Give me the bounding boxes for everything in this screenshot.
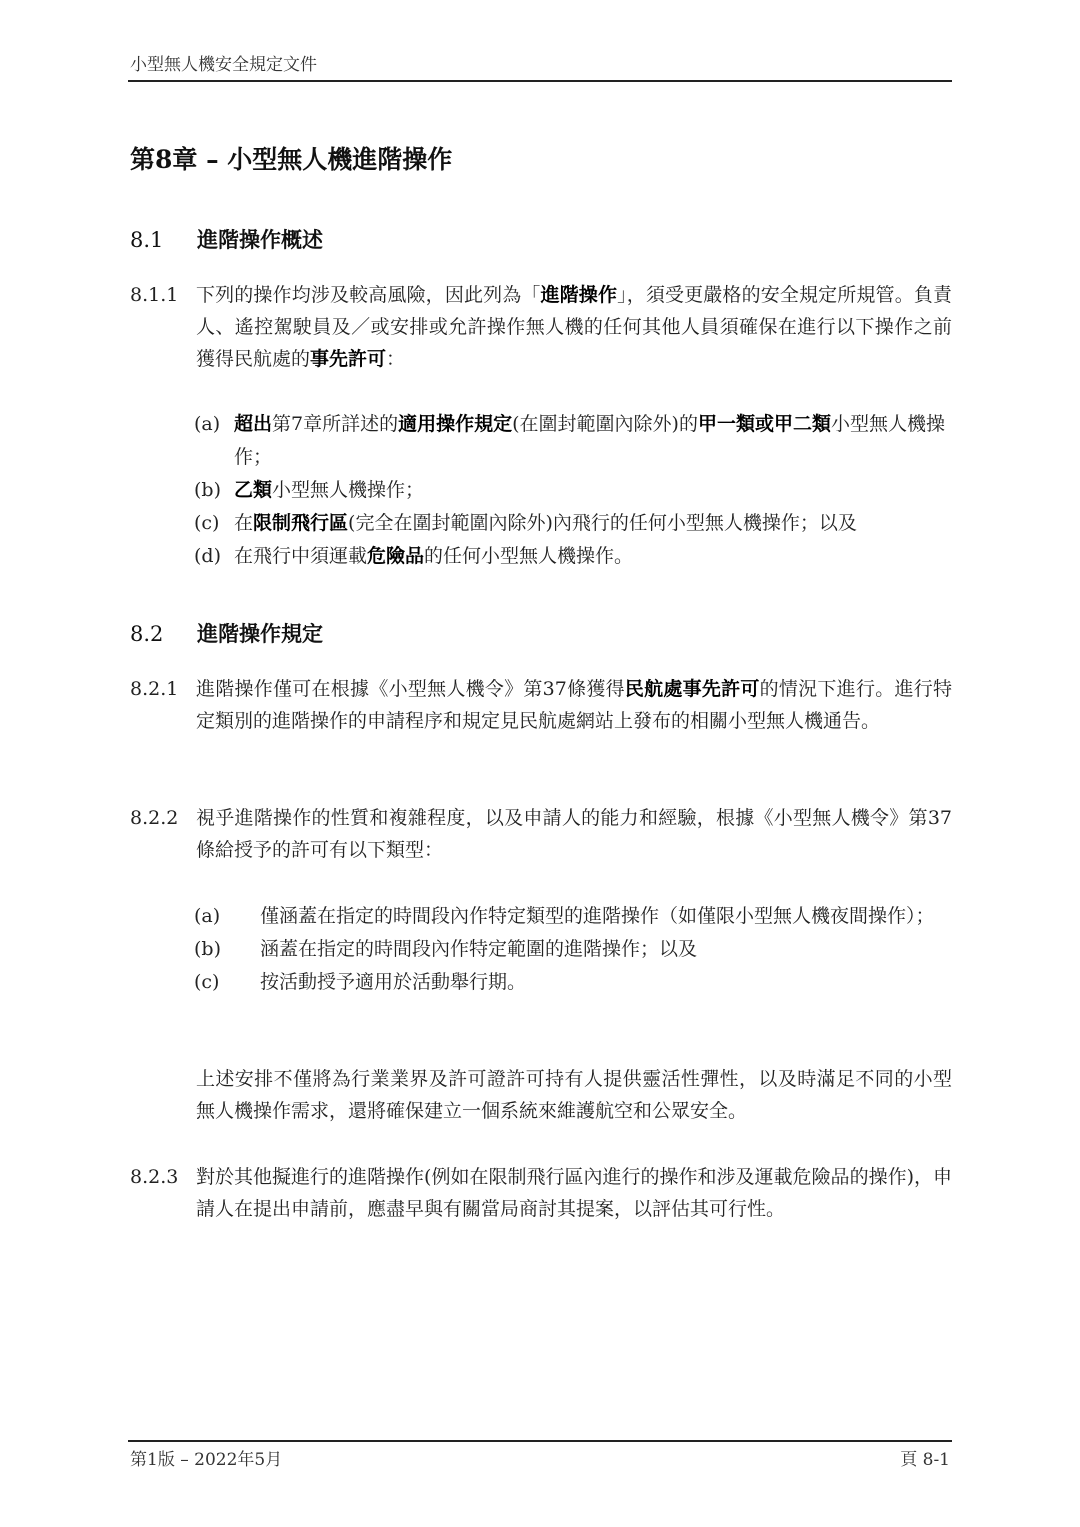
- paragraph-text: 對於其他擬進行的進階操作(例如在限制飛行區內進行的操作和涉及運載危險品的操作)，申請人在提出申請前，應盡早與有關當局商討其提案，以評估其可行性。: [196, 1166, 952, 1220]
- summary-paragraph: [130, 1063, 952, 1127]
- list-item: [194, 900, 952, 933]
- section-title: 進階操作規定: [197, 621, 323, 646]
- bold-run: 適用操作規定: [398, 413, 513, 435]
- list-item-text: 涵蓋在指定的時間段內作特定範圍的進階操作；以及: [260, 938, 698, 960]
- text-run: 的情況下進行。進行特定類別的進階操作的申請程序和規定見民航處網站上發布的相關小型無人機通告。: [196, 678, 952, 732]
- list-item: [194, 966, 952, 999]
- section-number: 8.1: [130, 228, 164, 252]
- list-item-text: [234, 408, 952, 474]
- text-run: ：: [386, 348, 406, 370]
- list-marker: (a): [194, 905, 221, 927]
- section-number: 8.2: [130, 622, 164, 646]
- paragraph-number: 8.2.1: [130, 678, 179, 700]
- text-run: 在: [234, 512, 254, 534]
- running-header: 小型無人機安全規定文件: [130, 55, 317, 75]
- footer-edition: 第1版 – 2022年5月: [130, 1450, 283, 1470]
- text-run: 在飛行中須運載: [234, 545, 368, 567]
- section-heading-8-2: [130, 618, 323, 648]
- advanced-operations-list: [194, 408, 952, 573]
- bold-run: 進階操作: [540, 284, 618, 306]
- bold-run: 事先許可: [310, 348, 387, 370]
- paragraph-number: 8.2.3: [130, 1166, 179, 1188]
- list-item: [194, 540, 952, 573]
- list-marker: (b): [194, 479, 221, 501]
- text-run: 進階操作僅可在根據《小型無人機令》第37條獲得: [196, 678, 625, 700]
- list-marker: (c): [194, 512, 220, 534]
- list-item-text: [234, 474, 952, 507]
- bold-run: 危險品: [367, 545, 425, 567]
- section-heading-8-1: [130, 224, 323, 254]
- bold-run: 甲一類或甲二類: [697, 413, 831, 435]
- list-item: [194, 408, 952, 474]
- section-title: 進階操作概述: [197, 227, 323, 252]
- paragraph-text: [196, 279, 952, 375]
- permission-types-list: [194, 900, 952, 999]
- paragraph-8-1-1: [130, 279, 952, 375]
- paragraph-number: 8.2.2: [130, 807, 179, 829]
- list-item-text: 按活動授予適用於活動舉行期。: [260, 971, 527, 993]
- paragraph-8-2-1: [130, 673, 952, 737]
- paragraph-text: [196, 673, 952, 737]
- header-rule: [128, 80, 952, 82]
- chapter-title: 第8章 – 小型無人機進階操作: [130, 145, 453, 174]
- list-marker: (b): [194, 938, 221, 960]
- list-marker: (d): [194, 545, 221, 567]
- text-run: 小型無人機操作；: [234, 413, 945, 468]
- paragraph-8-2-2: [130, 802, 952, 866]
- list-marker: (a): [194, 413, 221, 435]
- list-item-text: [234, 507, 952, 540]
- footer-rule: [128, 1440, 952, 1442]
- text-run: 小型無人機操作；: [272, 479, 425, 501]
- paragraph-8-2-3: [130, 1161, 952, 1225]
- text-run: 的任何小型無人機操作。: [424, 545, 634, 567]
- list-item: [194, 474, 952, 507]
- list-marker: (c): [194, 971, 220, 993]
- text-run: 」，須受更嚴格的安全規定所規管。負責人、遙控駕駛員及／或安排或允許操作無人機的任何其他人員須確保在進行以下操作之前獲得民航處的: [196, 284, 952, 370]
- text-run: (在圍封範圍內除外)的: [512, 413, 698, 435]
- list-item-text: 僅涵蓋在指定的時間段內作特定類型的進階操作（如僅限小型無人機夜間操作）；: [260, 905, 935, 927]
- list-item: [194, 507, 952, 540]
- bold-run: 限制飛行區: [253, 512, 349, 534]
- list-item: [194, 933, 952, 966]
- bold-run: 民航處事先許可: [624, 678, 760, 700]
- bold-run: 乙類: [234, 479, 273, 501]
- list-item-text: [234, 540, 952, 573]
- paragraph-text: 上述安排不僅將為行業業界及許可證許可持有人提供靈活性彈性，以及時滿足不同的小型無人機操作需求，還將確保建立一個系統來維護航空和公眾安全。: [196, 1068, 952, 1122]
- paragraph-number: 8.1.1: [130, 284, 179, 306]
- bold-run: 超出: [234, 413, 273, 435]
- text-run: (完全在圍封範圍內除外)內飛行的任何小型無人機操作；以及: [348, 512, 857, 534]
- paragraph-text: 視乎進階操作的性質和複雜程度，以及申請人的能力和經驗，根據《小型無人機令》第37條給授予的許可有以下類型：: [196, 807, 952, 861]
- text-run: 下列的操作均涉及較高風險，因此列為「: [196, 284, 541, 306]
- text-run: 第7章所詳述的: [272, 413, 399, 435]
- footer-page-number: 頁 8-1: [900, 1450, 950, 1470]
